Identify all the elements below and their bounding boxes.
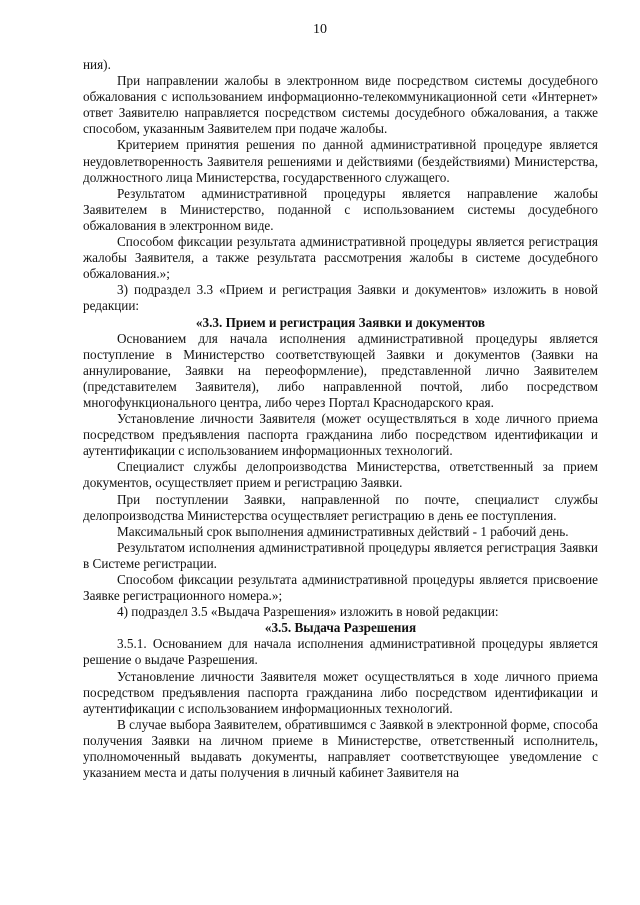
paragraph: При поступлении Заявки, направленной по почте, специалист службы делопроизводства Министерства осуществляет регистрацию в день ее поступления. bbox=[83, 491, 598, 523]
paragraph: Специалист службы делопроизводства Министерства, ответственный за прием документов, осуществляет прием и регистрацию Заявки. bbox=[83, 459, 598, 491]
page-number: 10 bbox=[313, 22, 327, 37]
paragraph: Установление личности Заявителя может осуществляться в ходе личного приема посредством предъявления паспорта гражданина либо посредством идентификации и аутентификации с использованием информационных технологий. bbox=[83, 668, 598, 716]
paragraph: Результатом исполнения административной процедуры является регистрация Заявки в Системе регистрации. bbox=[83, 539, 598, 571]
paragraph: 4) подраздел 3.5 «Выдача Разрешения» изложить в новой редакции: bbox=[117, 604, 499, 620]
paragraph: Основанием для начала исполнения административной процедуры является поступление в Министерство соответствующей Заявки и документов (Заявки на аннулирование, Заявки на переоформление), представленной лично Заявителем (представителем Заявителя), либо направленной почтой, либо посредством многофункционального центра, либо через Портал Краснодарского края. bbox=[83, 330, 598, 410]
paragraph: Способом фиксации результата административной процедуры является присвоение Заявке регистрационного номера.»; bbox=[83, 572, 598, 604]
paragraph: 3) подраздел 3.3 «Прием и регистрация Заявки и документов» изложить в новой редакции: bbox=[83, 282, 598, 314]
paragraph: В случае выбора Заявителем, обратившимся с Заявкой в электронной форме, способа получения Заявки на личном приеме в Министерстве, ответственный исполнитель, уполномоченный выдавать документы, направляет соответствующее уведомление с указанием места и даты получения в личный кабинет Заявителя на bbox=[83, 716, 598, 781]
section-heading: «3.3. Прием и регистрация Заявки и документов bbox=[195, 314, 486, 330]
document-body bbox=[83, 57, 598, 781]
paragraph: ния). bbox=[83, 57, 111, 72]
paragraph: При направлении жалобы в электронном виде посредством системы досудебного обжалования с использованием информационно-телекоммуникационной сети «Интернет» ответ Заявителю направляется посредством системы досудебного обжалования, а также способом, указанным Заявителем при подаче жалобы. bbox=[83, 73, 598, 137]
paragraph: 3.5.1. Основанием для начала исполнения административной процедуры является решение о выдаче Разрешения. bbox=[83, 636, 598, 668]
paragraph: Установление личности Заявителя (может осуществляться в ходе личного приема посредством предъявления паспорта гражданина либо посредством идентификации и аутентификации с использованием информационных технологий. bbox=[83, 411, 598, 459]
section-heading: «3.5. Выдача Разрешения bbox=[264, 620, 417, 636]
paragraph: Максимальный срок выполнения административных действий - 1 рабочий день. bbox=[117, 523, 569, 539]
paragraph: Критерием принятия решения по данной административной процедуре является неудовлетворенность Заявителя решениями и действиями (бездействиями) Министерства, должностного лица Министерства, государственного служащего. bbox=[83, 137, 598, 185]
paragraph: Способом фиксации результата административной процедуры является регистрация жалобы Заявителя, а также результата рассмотрения жалобы в системе досудебного обжалования.»; bbox=[83, 234, 598, 282]
paragraph: Результатом административной процедуры является направление жалобы Заявителем в Министерство, поданной с использованием системы досудебного обжалования в электронном виде. bbox=[83, 185, 598, 233]
